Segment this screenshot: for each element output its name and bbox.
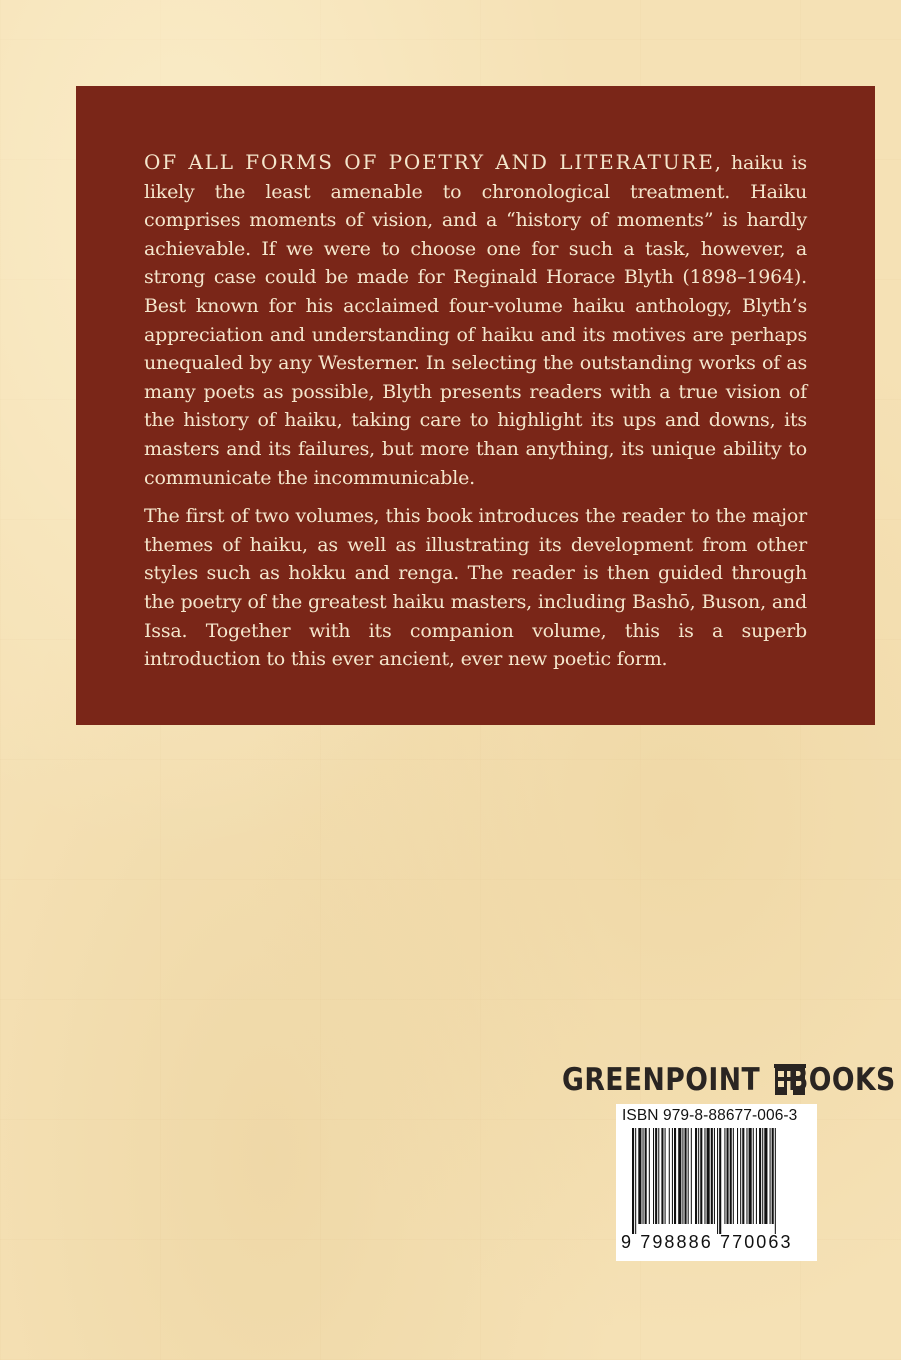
barcode-bar bbox=[737, 1128, 738, 1224]
barcode-bar bbox=[653, 1128, 654, 1224]
barcode-bar bbox=[759, 1128, 761, 1224]
description-paragraph-2: The first of two volumes, this book introduces the reader to the major themes of haiku, as well as illustrating its development from other styles such as hokku and renga. The reader is then guided through the poetry of the greatest haiku masters, including Bashō, Buson, and Issa. Together with its companion volume, this is a superb introduction to this ever ancient, ever new poetic form. bbox=[144, 505, 807, 671]
barcode-bar bbox=[698, 1128, 699, 1224]
barcode-bar bbox=[711, 1128, 713, 1224]
barcode-bar bbox=[740, 1128, 741, 1224]
barcode-bar bbox=[762, 1128, 763, 1224]
barcode-bar bbox=[770, 1128, 771, 1224]
barcode-bar bbox=[700, 1128, 702, 1224]
barcode-bar bbox=[753, 1128, 754, 1224]
barcode-bar bbox=[649, 1128, 650, 1224]
barcode-bar bbox=[678, 1128, 681, 1224]
description-lead-caps: OF ALL FORMS OF POETRY AND LITERATURE, bbox=[144, 150, 723, 174]
barcode-bar bbox=[727, 1128, 729, 1224]
publisher-logo bbox=[562, 1060, 896, 1100]
barcode-bar bbox=[756, 1128, 757, 1224]
barcode-bar bbox=[775, 1128, 776, 1234]
barcode-bar bbox=[674, 1128, 676, 1224]
barcode-bar bbox=[733, 1128, 734, 1224]
description-panel bbox=[76, 86, 875, 725]
description-paragraph-1 bbox=[144, 148, 807, 492]
barcode-bar bbox=[691, 1128, 692, 1224]
barcode-bar bbox=[772, 1128, 774, 1224]
barcode-bar bbox=[746, 1128, 747, 1224]
barcode-bar bbox=[764, 1128, 767, 1224]
barcode-bar bbox=[742, 1128, 744, 1224]
barcode-bar bbox=[730, 1128, 732, 1224]
barcode-bar bbox=[717, 1128, 718, 1234]
barcode-bar bbox=[707, 1128, 710, 1224]
barcode-bar bbox=[643, 1128, 644, 1224]
barcode-bar bbox=[655, 1128, 657, 1224]
barcode-bar bbox=[724, 1128, 725, 1224]
description-paragraph-1-text: haiku is likely the least amenable to chronological treatment. Haiku comprises moments of vision, and a “history of moments” is hardly achievable. If we were to choose one for such a task, however, a strong case could be made for Reginald Horace Blyth (1898–1964). Best known for his acclaimed four-volume haiku anthology, Blyth’s appreciation and understanding of haiku and its motives are perhaps unequaled by any Westerner. In selecting the outstanding works of as many poets as possible, Blyth presents readers with a true vision of the history of haiku, taking care to highlight its ups and downs, its masters and its failures, but more than anything, its unique ability to communicate the incommunicable. bbox=[144, 152, 807, 489]
isbn-label: ISBN 979-8-88677-006-3 bbox=[622, 1107, 798, 1124]
barcode-bar bbox=[658, 1128, 659, 1224]
barcode-bar bbox=[688, 1128, 689, 1224]
barcode-bar bbox=[665, 1128, 666, 1224]
barcode-bar bbox=[719, 1128, 721, 1234]
barcode-bar bbox=[714, 1128, 715, 1224]
barcode-bar bbox=[661, 1128, 663, 1224]
publisher-name-second: BOOKS bbox=[788, 1062, 896, 1098]
barcode-bar bbox=[635, 1128, 636, 1234]
barcode-digits: 9 798886 770063 bbox=[621, 1232, 793, 1252]
barcode-bar bbox=[638, 1128, 641, 1224]
publisher-name-first: GREENPOINT bbox=[562, 1062, 761, 1098]
barcode-bar bbox=[695, 1128, 697, 1224]
barcode-bar bbox=[632, 1128, 634, 1234]
barcode-bar bbox=[682, 1128, 683, 1224]
barcode-bar bbox=[645, 1128, 647, 1224]
barcode-bar bbox=[669, 1128, 670, 1224]
barcode-bar bbox=[749, 1128, 752, 1224]
barcode-bars bbox=[616, 1124, 817, 1234]
barcode-bar bbox=[704, 1128, 705, 1224]
barcode-bar bbox=[685, 1128, 687, 1224]
barcode-bar bbox=[672, 1128, 673, 1224]
